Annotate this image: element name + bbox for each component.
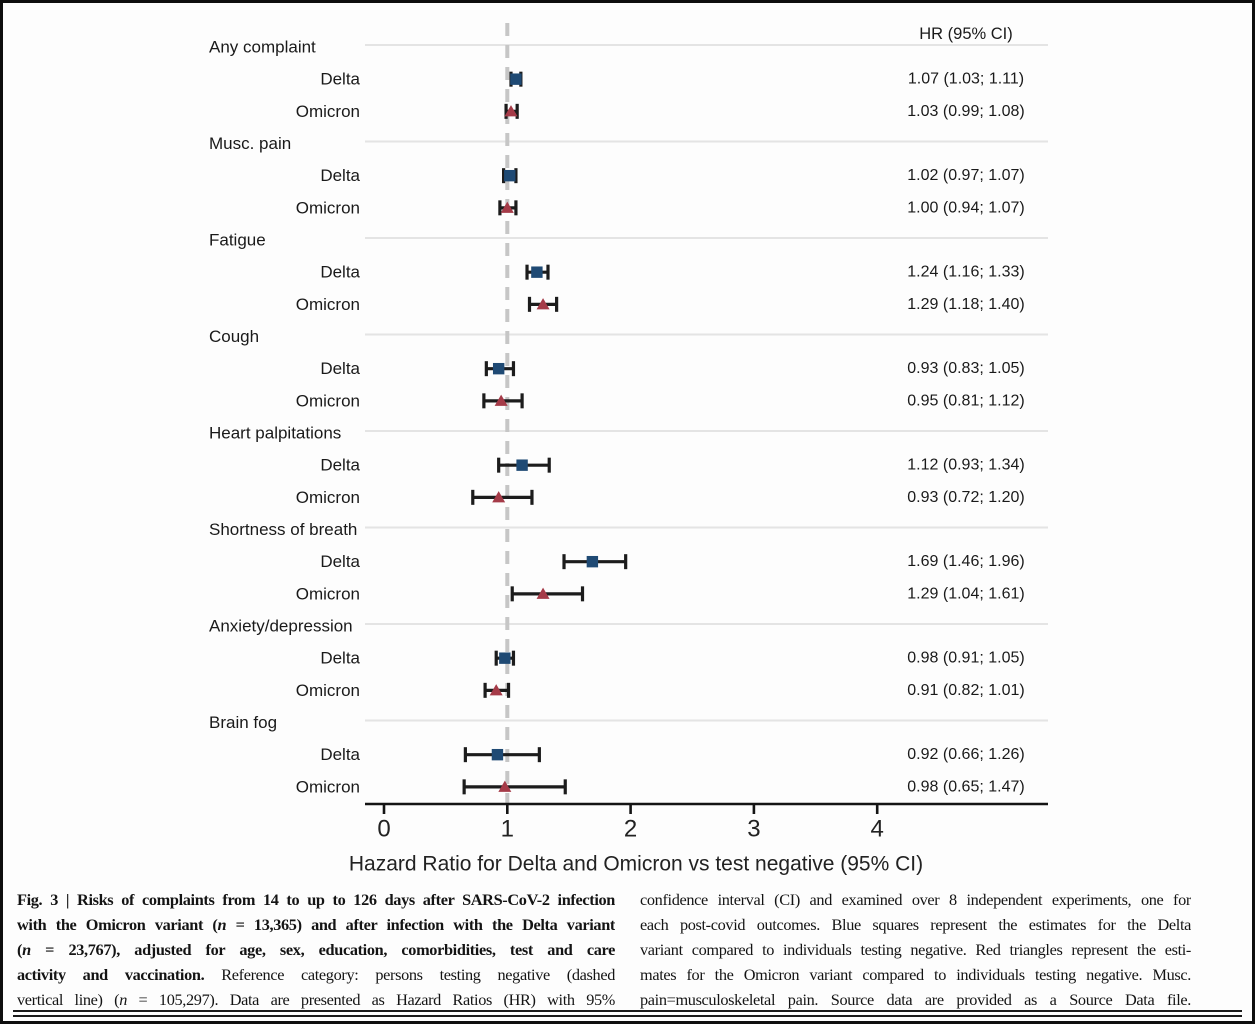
caption-line <box>17 887 615 912</box>
caption-line <box>640 912 1191 937</box>
group-label: Heart palpitations <box>209 423 342 443</box>
marker-delta-square <box>499 652 510 663</box>
caption-right-column <box>640 887 1191 1012</box>
caption-run: = 13,365) and after infection with the Delta variant <box>226 915 615 934</box>
x-axis-tick-label: 0 <box>377 815 391 843</box>
caption-line <box>640 887 1191 912</box>
hr-ci-header: HR (95% CI) <box>919 25 1013 43</box>
hr-ci-value: 1.07 (1.03; 1.11) <box>907 70 1025 88</box>
group-label: Brain fog <box>209 713 278 732</box>
caption-line <box>640 937 1191 962</box>
row-label-omicron: Omicron <box>295 198 360 218</box>
marker-delta-square <box>492 749 503 760</box>
caption-line <box>17 987 615 1012</box>
caption-line <box>640 987 1191 1012</box>
caption-run: mates for the Omicron variant compared to individuals testing negative. Musc. <box>640 965 1191 984</box>
row-label-delta: Delta <box>320 359 360 379</box>
row-label-delta: Delta <box>320 262 360 282</box>
caption-run: vertical line) ( <box>17 990 120 1009</box>
x-axis-tick-label: 2 <box>623 815 638 843</box>
hr-ci-value: 1.02 (0.97; 1.07) <box>907 167 1025 185</box>
caption-run: Reference category: persons testing negative (dashed <box>204 965 615 984</box>
marker-delta-square <box>587 556 598 567</box>
hr-ci-value: 0.95 (0.81; 1.12) <box>907 392 1025 410</box>
hr-ci-value: 0.92 (0.66; 1.26) <box>907 746 1025 764</box>
marker-delta-square <box>531 266 542 277</box>
caption-run: n <box>22 940 31 959</box>
hr-ci-value: 1.29 (1.18; 1.40) <box>907 295 1025 313</box>
marker-delta-square <box>493 363 504 374</box>
caption-run: variant compared to individuals testing negative. Red triangles represent the esti- <box>640 940 1191 959</box>
hr-ci-value: 0.98 (0.91; 1.05) <box>907 649 1025 667</box>
caption-run: with the Omicron variant ( <box>17 915 218 934</box>
x-axis-tick-label: 3 <box>747 815 761 843</box>
row-label-omicron: Omicron <box>295 101 360 121</box>
marker-delta-square <box>516 459 527 470</box>
row-label-omicron: Omicron <box>295 294 360 314</box>
caption-run: Fig. 3 | Risks of complaints from 14 to up to 126 days after SARS-CoV-2 infection <box>17 890 615 909</box>
caption-line <box>17 937 615 962</box>
hr-ci-value: 0.91 (0.82; 1.01) <box>907 681 1025 699</box>
caption-run: ( <box>17 940 23 959</box>
group-label: Musc. pain <box>209 134 292 153</box>
group-label: Fatigue <box>209 230 266 250</box>
hr-ci-value: 1.29 (1.04; 1.61) <box>907 585 1025 603</box>
row-label-omicron: Omicron <box>295 680 360 700</box>
group-label: Cough <box>209 327 260 346</box>
caption-line <box>640 962 1191 987</box>
row-label-delta: Delta <box>320 552 360 572</box>
group-label: Anxiety/depression <box>209 616 353 636</box>
marker-delta-square <box>504 170 515 181</box>
row-label-omicron: Omicron <box>295 487 360 507</box>
caption-run: = 23,767), adjusted for age, sex, education, comorbidities, test and care <box>30 940 615 959</box>
caption-run: activity and vaccination. <box>17 965 205 984</box>
row-label-omicron: Omicron <box>295 777 360 797</box>
row-label-delta: Delta <box>320 745 360 765</box>
caption-line <box>17 912 615 937</box>
row-label-delta: Delta <box>320 648 360 668</box>
row-label-delta: Delta <box>320 69 360 89</box>
row-label-delta: Delta <box>320 166 360 186</box>
hr-ci-value: 1.12 (0.93; 1.34) <box>907 456 1025 474</box>
hr-ci-value: 1.03 (0.99; 1.08) <box>907 102 1025 120</box>
caption-run: each post-covid outcomes. Blue squares represent the estimates for the Delta <box>640 915 1191 934</box>
bottom-double-rule <box>13 1010 1242 1017</box>
row-label-delta: Delta <box>320 455 360 475</box>
row-label-omicron: Omicron <box>295 584 360 604</box>
caption-run: = 105,297). Data are presented as Hazard Ratios (HR) with 95% <box>127 990 615 1009</box>
hr-ci-value: 1.00 (0.94; 1.07) <box>907 199 1025 217</box>
marker-delta-square <box>510 73 521 84</box>
group-label: Shortness of breath <box>209 520 358 539</box>
caption-run: pain=musculoskeletal pain. Source data are provided as a Source Data file. <box>640 990 1191 1009</box>
group-label: Any complaint <box>209 37 316 57</box>
forest-plot-svg <box>3 3 1255 883</box>
x-axis-tick-label: 1 <box>500 815 514 843</box>
row-label-omicron: Omicron <box>295 391 360 411</box>
hr-ci-value: 0.98 (0.65; 1.47) <box>907 778 1025 796</box>
hr-ci-value: 0.93 (0.83; 1.05) <box>907 360 1025 378</box>
x-axis-tick-label: 4 <box>870 815 884 843</box>
hr-ci-value: 0.93 (0.72; 1.20) <box>907 488 1025 506</box>
hr-ci-value: 1.69 (1.46; 1.96) <box>907 553 1025 571</box>
caption-line <box>17 962 615 987</box>
caption-left-column <box>17 887 615 1012</box>
caption-run: n <box>217 915 227 934</box>
x-axis-title: Hazard Ratio for Delta and Omicron vs test negative (95% CI) <box>348 852 924 876</box>
caption-run: confidence interval (CI) and examined over 8 independent experiments, one for <box>640 890 1191 909</box>
hr-ci-value: 1.24 (1.16; 1.33) <box>907 263 1025 281</box>
caption-run: n <box>119 990 128 1009</box>
